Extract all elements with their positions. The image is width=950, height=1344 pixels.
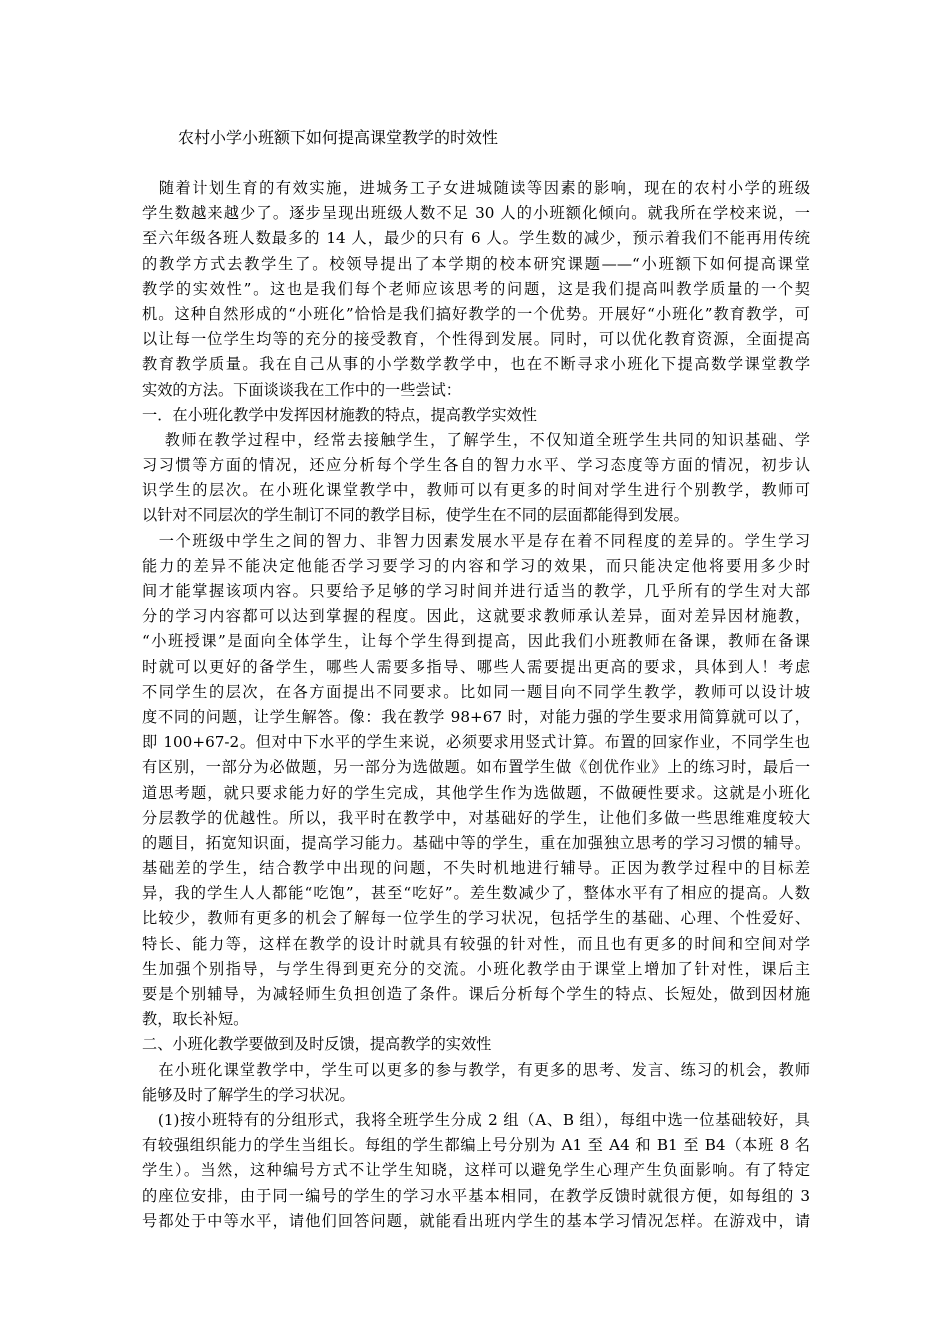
document-line: 一．在小班化教学中发挥因材施教的特点，提高教学实效性 [142,405,537,424]
document-body [142,176,810,1234]
document-line: 要是个别辅导，为减轻师生负担创造了条件。课后分析每个学生的特点、长短处，做到因材施 [142,985,810,1003]
document-line: 教师在教学过程中，经常去接触学生，了解学生，不仅知道全班学生共同的知识基础、学 [142,430,810,449]
document-line: 分的学习内容都可以达到掌握的程度。因此，这就要求教师承认差异，面对差异因材施教， [142,607,810,626]
document-line: 一个班级中学生之间的智力、非智力因素发展水平是存在着不同程度的差异的。学生学习 [142,531,810,550]
document-line: 能力的差异不能决定他能否学习要学习的内容和学习的效果，而只能决定他将要用多少时 [142,556,810,575]
document-line: 至六年级各班人数最多的 14 人，最少的只有 6 人。学生数的减少，预示着我们不能再用传统 [142,229,810,248]
document-line: 有较强组织能力的学生当组长。每组的学生都编上号分别为 A1 至 A4 和 B1 至 B4（本班 8 名 [142,1136,810,1155]
document-line: 教学的实效性”。这也是我们每个老师应该思考的问题，这是我们提高叫教学质量的一个契 [142,279,810,298]
document-line: 以让每一位学生均等的充分的接受教育，个性得到发展。同时，可以优化教育资源，全面提高 [142,330,810,349]
document-line: 学生）。当然，这种编号方式不让学生知晓，这样可以避免学生心理产生负面影响。有了特定 [142,1161,810,1180]
document-line: 分层教学的优越性。所以，我平时在教学中，对基础好的学生，让他们多做一些思维难度较大 [142,808,810,827]
document-line: 实效的方法。下面谈谈我在工作中的一些尝试： [142,380,461,399]
document-title: 农村小学小班额下如何提高课堂教学的时效性 [178,128,499,147]
document-line: 度不同的问题，让学生解答。像：我在教学 98+67 时，对能力强的学生要求用简算就可以了， [142,707,810,726]
document-line: 随着计划生育的有效实施，进城务工子女进城随读等因素的影响，现在的农村小学的班级 [142,179,810,197]
document-line: 有区别，一部分为必做题，另一部分为选做题。如布置学生做《创优作业》上的练习时，最后一 [142,758,810,777]
document-line: 教育教学质量。我在自己从事的小学数学教学中，也在不断寻求小班化下提高数学课堂教学 [142,355,810,374]
document-line: 的教学方式去教学生了。校领导提出了本学期的校本研究课题——“小班额下如何提高课堂 [142,254,810,273]
document-line: “小班授课”是面向全体学生，让每个学生得到提高，因此我们小班教师在备课，教师在备课 [142,632,810,651]
document-line: 识学生的层次。在小班化课堂教学中，教师可以有更多的时间对学生进行个别教学，教师可 [142,481,810,500]
document-line: 二、小班化教学要做到及时反馈，提高教学的实效性 [142,1035,492,1054]
document-line: 基础差的学生，结合教学中出现的问题，不失时机地进行辅导。正因为教学过程中的目标差 [142,859,810,878]
document-line: 学生数越来越少了。逐步呈现出班级人数不足 30 人的小班额化倾向。就我所在学校来说，一 [142,204,810,223]
document-line: 的题目，拓宽知识面，提高学习能力。基础中等的学生，重在加强独立思考的学习习惯的辅导。 [142,833,810,852]
document-line: 生加强个别指导，与学生得到更充分的交流。小班化教学由于课堂上增加了针对性，课后主 [142,959,810,978]
document-line: 间才能掌握该项内容。只要给予足够的学习时间并进行适当的教学，几乎所有的学生对大部 [142,582,810,600]
document-line: 不同学生的层次，在各方面提出不同要求。比如同一题目向不同学生教学，教师可以设计坡 [142,682,810,701]
document-line: 特长、能力等，这样在教学的设计时就具有较强的针对性，而且也有更多的时间和空间对学 [142,934,810,953]
document-line: 以针对不同层次的学生制订不同的教学目标，使学生在不同的层面都能得到发展。 [142,506,689,525]
document-line: 比较少，教师有更多的机会了解每一位学生的学习状况，包括学生的基础、心理、个性爱好、 [142,909,810,928]
document-line: 能够及时了解学生的学习状况。 [142,1085,355,1104]
document-line: 时就可以更好的备学生，哪些人需要多指导、哪些人需要提出更高的要求，具体到人！考虑 [142,657,810,676]
document-line: 道思考题，就只要求能力好的学生完成，其他学生作为选做题，不做硬性要求。这就是小班化 [142,783,810,802]
document-line: 异，我的学生人人都能“吃饱”，甚至“吃好”。差生数减少了，整体水平有了相应的提高。人数 [142,884,810,903]
document-line: 在小班化课堂教学中，学生可以更多的参与教学，有更多的思考、发言、练习的机会，教师 [142,1060,810,1079]
document-line: 机。这种自然形成的“小班化”恰恰是我们搞好教学的一个优势。开展好“小班化”教育教学，可 [142,304,810,323]
document-line: 习习惯等方面的情况，还应分析每个学生各自的智力水平、学习态度等方面的情况，初步认 [142,456,810,475]
document-line: 教，取长补短。 [142,1010,249,1029]
document-line: (1)按小班特有的分组形式，我将全班学生分成 2 组（A、B 组），每组中选一位基础较好，具 [142,1110,810,1129]
document-line: 即 100+67-2。但对中下水平的学生来说，必须要求用竖式计算。布置的回家作业，不同学生也 [142,733,810,752]
document-line: 号都处于中等水平，请他们回答问题，就能看出班内学生的基本学习情况怎样。在游戏中，请 [142,1211,810,1230]
document-line: 的座位安排，由于同一编号的学生的学习水平基本相同，在教学反馈时就很方便，如每组的 3 [142,1186,810,1205]
